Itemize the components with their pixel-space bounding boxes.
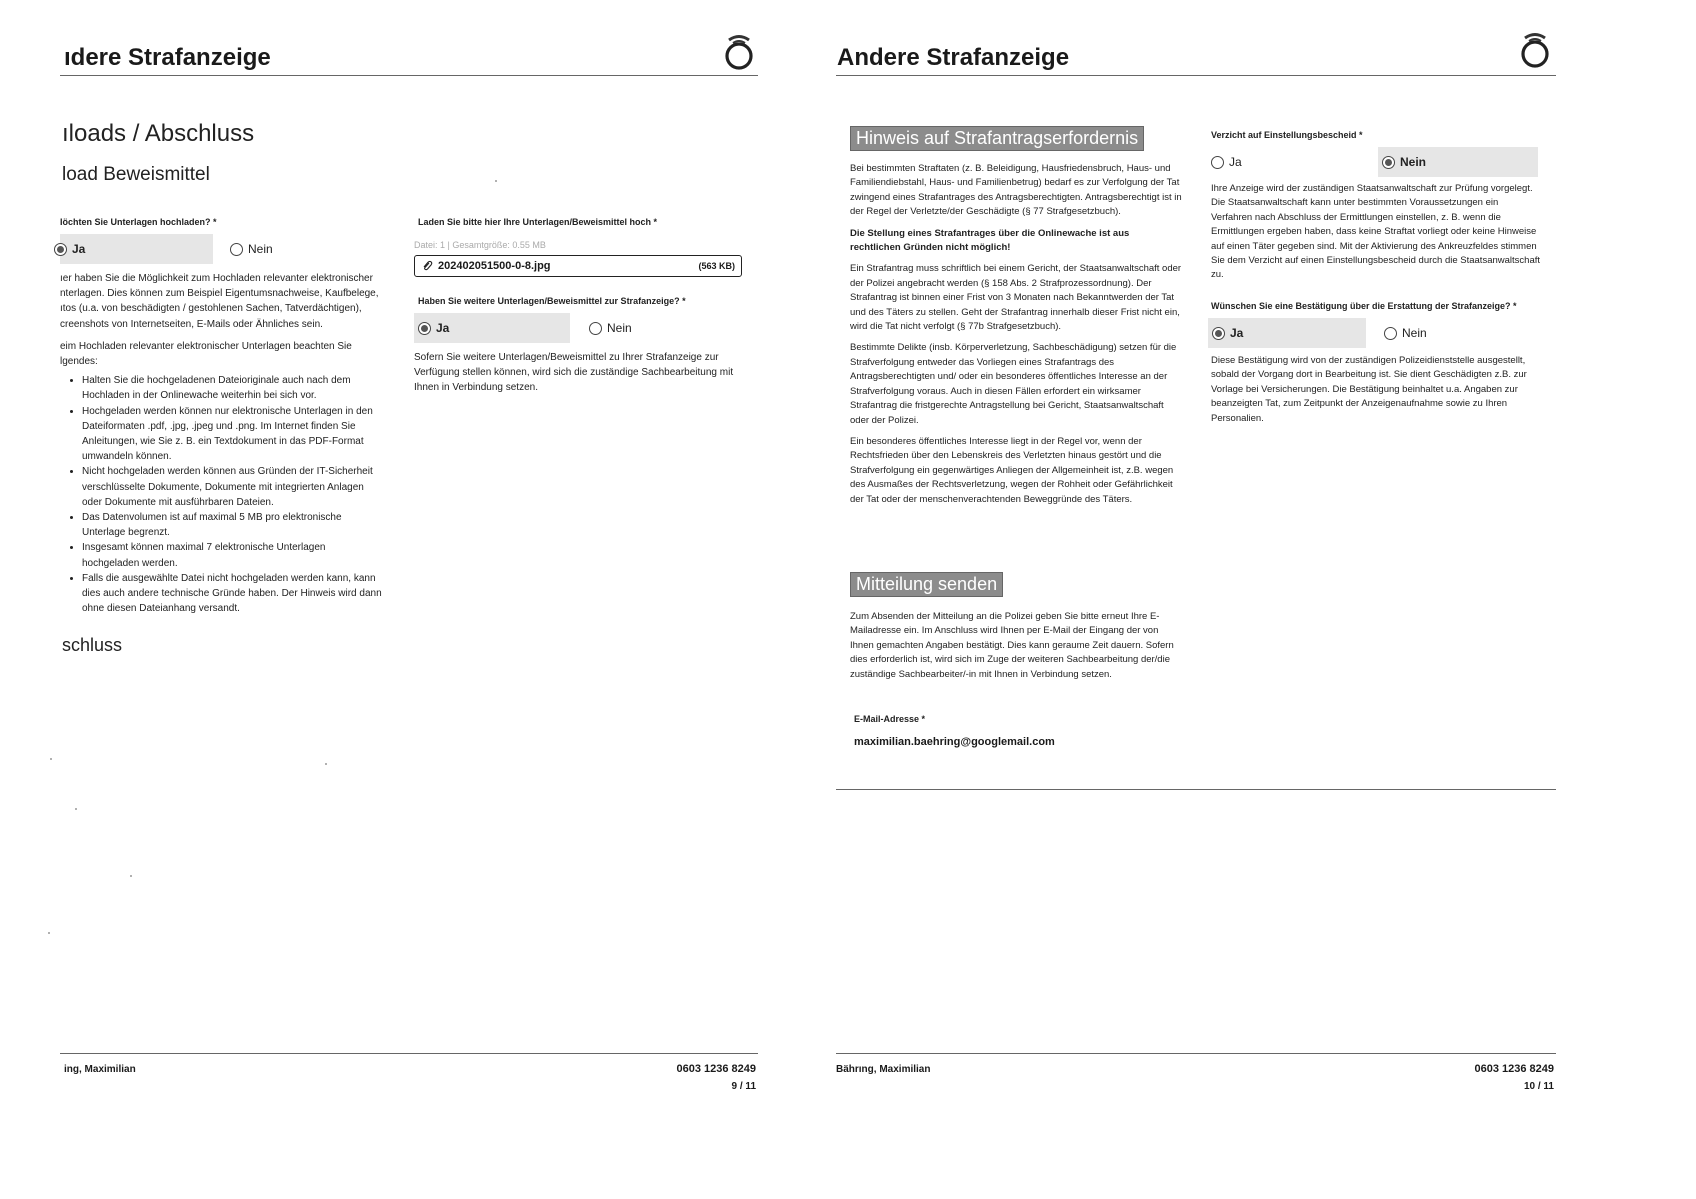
more-evidence-text: Sofern Sie weitere Unterlagen/Beweismittel zu Ihrer Strafanzeige zur Verfügung stellen können, wird sich die zuständige Sachbearbeitung mit Ihnen in Verbindung setzen. [414, 352, 734, 394]
radio-button-icon [589, 322, 602, 335]
upload-info-text [60, 271, 382, 616]
list-item: • Halten Sie die hochgeladenen Dateioriginale auch nach dem Hochladen in der Onlinewache weiterhin bei sich vor. [82, 373, 382, 403]
radio-label: Nein [1400, 155, 1427, 169]
list-item: • Insgesamt können maximal 7 elektronische Unterlagen hochgeladen werden. [82, 540, 382, 570]
footer-page-number: 10 / 11 [1523, 1081, 1554, 1092]
subsection-title: load Beweismittel [62, 164, 210, 185]
page-10 [836, 0, 1696, 1199]
paperclip-icon [421, 260, 433, 272]
radio-button-icon [1384, 327, 1397, 340]
file-size: (563 KB) [698, 261, 735, 271]
radio-label: Ja [436, 321, 450, 335]
confirmation-text: Diese Bestätigung wird von der zuständigen Polizeidienststelle ausgestellt, sobald der Vorgang dort in Bearbeitung ist. Sie dient Geschädigten z.B. zur Vorlage bei Versicherungen. Die Bestätigung beinhaltet u.a. Angaben zur beanzeigten Tat, zum Zeitpunkt der Anzeigenaufnahme sowie zu Ihren Personalien. [1211, 355, 1527, 424]
radio-waiver-no[interactable] [1378, 147, 1538, 177]
paragraph: Ein Strafantrag muss schriftlich bei einem Gericht, der Staatsanwaltschaft oder der Polizei angebracht werden (§ 158 Abs. 2 Strafprozessordnung). Der Strafantrag ist binnen einer Frist von 3 Monaten nach Bekanntwerden der Tat und des Täters zu stellen. Geht der Strafantrag innerhalb dieser Frist nicht ein, wird die Tat nicht verfolgt (§ 77b Strafgesetzbuch). [850, 263, 1182, 333]
upload-rules-list [60, 373, 382, 616]
list-item: • Nicht hochgeladen werden können aus Gründen der IT-Sicherheit verschlüsselte Dokumente, Dokumente mit integrierten Anlagen oder Dokumente mit ausführbaren Dateien. [82, 464, 382, 510]
intro-paragraph: ıer haben Sie die Möglichkeit zum Hochladen relevanter elektronischer nterlagen. Dies können zum Beispiel Eigentumsnachweise, Kaufbelege, ıtos (u.a. von beschädigten / gestohlenen Sachen, Tatverdächtigen), creenshots von Internetseiten, E-Mails oder Ähnliches sein. [60, 273, 379, 330]
radio-label: Ja [72, 242, 86, 256]
waiver-text: Ihre Anzeige wird der zuständigen Staatsanwaltschaft zur Prüfung vorgelegt. Die Staatsanwaltschaft kann unter bestimmten Voraussetzungen ein Verfahren nach Abschluss der Ermittlungen einstellen, z. B. wenn die Ermittlungen ergeben haben, dass keine Straftat vorliegt oder keine Hinweise auf einen Täter gegeben sind. Mit der Aktivierung des Ankreuzfeldes stimmen Sie dem Verzicht auf einen Einstellungsbescheid durch die Staatsanwaltschaft zu. [1211, 183, 1541, 281]
footer-page-number: 9 / 11 [731, 1081, 756, 1092]
footer-reference: 0603 1236 8249 [1474, 1063, 1554, 1075]
radio-waiver-yes[interactable] [1211, 147, 1311, 177]
radio-more-evidence-yes[interactable] [414, 313, 570, 343]
radio-label: Ja [1230, 326, 1244, 340]
strafantrag-info [850, 162, 1182, 514]
scan-speck [130, 875, 132, 877]
police-badge-icon [722, 30, 756, 70]
radio-upload-yes[interactable] [60, 234, 213, 264]
radio-label: Nein [1402, 326, 1427, 340]
scan-speck [495, 180, 497, 182]
radio-button-icon [1382, 156, 1395, 169]
radio-label: Nein [607, 321, 632, 335]
waiver-question-label: Verzicht auf Einstellungsbescheid * [1211, 130, 1363, 140]
scan-speck [325, 763, 327, 765]
footer-name: ing, Maximilian [64, 1064, 136, 1075]
paragraph: Bei bestimmten Straftaten (z. B. Beleidigung, Hausfriedensbruch, Haus- und Familiendiebstahl, Haus- und Familienbetrug) bedarf es zur Verfolgung der Tat zwingend eines Strafantrages des Antragsberechtigten. Antragsberechtigt ist in der Regel der Verletzte/der Geschädigte (§ 77 Strafgesetzbuch). [850, 163, 1182, 218]
paragraph-bold: Die Stellung eines Strafantrages über die Onlinewache ist aus rechtlichen Gründen nicht möglich! [850, 227, 1130, 254]
paragraph: Bestimmte Delikte (insb. Körperverletzung, Sachbeschädigung) setzen für die Strafverfolgung entweder das Vorliegen eines Strafantrags des Antragsberechtigten und/ oder ein besonderes öffentliches Interesse an der Strafverfolgung voraus. Auch in diesen Fällen erfordert ein wirksamer Strafantrag die fristgerechte Antragstellung bei Gericht, Staatsanwaltschaft oder der Polizei. [850, 342, 1177, 426]
radio-button-icon [1212, 327, 1225, 340]
upload-meta: Datei: 1 | Gesamtgröße: 0.55 MB [414, 240, 546, 250]
list-item: • Das Datenvolumen ist auf maximal 5 MB pro elektronische Unterlage begrenzt. [82, 510, 382, 540]
radio-button-icon [230, 243, 243, 256]
footer-divider [836, 1053, 1556, 1054]
radio-upload-no[interactable] [230, 234, 330, 264]
scan-speck [48, 932, 50, 934]
list-item: • Falls die ausgewählte Datei nicht hochgeladen werden kann, kann dies auch andere technische Gründe haben. Der Hinweis wird dann ohne diesen Dateianhang versandt. [82, 571, 382, 617]
radio-label: Nein [248, 242, 273, 256]
radio-button-icon [54, 243, 67, 256]
section-title: ıloads / Abschluss [62, 120, 255, 147]
header-divider [60, 75, 758, 76]
radio-more-evidence-no[interactable] [589, 313, 689, 343]
uploaded-file[interactable] [414, 255, 742, 277]
radio-button-icon [418, 322, 431, 335]
email-field[interactable]: maximilian.baehring@googlemail.com [854, 736, 1055, 748]
content-end-divider [836, 789, 1556, 790]
header-title: Andere Strafanzeige [837, 44, 1070, 71]
paragraph: Ein besonderes öffentliches Interesse liegt in der Regel vor, wenn der Rechtsfrieden über den Lebenskreis des Verletzten hinaus gestört und die Strafverfolgung ein gegenwärtiges Anliegen der Allgemeinheit ist, z.B. wegen des Ausmaßes der Rechtsverletzung, wegen der Rohheit oder Gefährlichkeit der Tat oder der menschenverachtenden Beweggründe des Täters. [850, 435, 1174, 505]
submit-info-text: Zum Absenden der Mitteilung an die Polizei geben Sie bitte erneut Ihre E-Mailadresse ein. Im Anschluss wird Ihnen per E-Mail der Eingang der von Ihnen gemachten Angaben bestätigt. Dies kann geraume Zeit dauern. Sofern dies erforderlich ist, wird sich im Zuge der weiteren Sachbearbeitung der/die zuständige Sachbearbeiter/-in mit Ihnen in Verbindung setzen. [850, 611, 1174, 680]
footer-name: Bährıng, Maximilian [836, 1064, 931, 1075]
radio-label: Ja [1229, 155, 1242, 169]
upload-field-label: Laden Sie bitte hier Ihre Unterlagen/Beweismittel hoch * [418, 217, 658, 227]
radio-button-icon [1211, 156, 1224, 169]
radio-confirmation-no[interactable] [1384, 318, 1484, 348]
abschluss-title: schluss [62, 635, 123, 655]
confirmation-question-label: Wünschen Sie eine Bestätigung über die Erstattung der Strafanzeige? * [1211, 301, 1517, 311]
footer-reference: 0603 1236 8249 [676, 1063, 756, 1075]
radio-confirmation-yes[interactable] [1208, 318, 1366, 348]
scan-speck [50, 758, 52, 760]
banner-mitteilung: Mitteilung senden [850, 572, 1003, 597]
header-title: ıdere Strafanzeige [64, 44, 271, 71]
upload-question-label: Iöchten Sie Unterlagen hochladen? * [60, 217, 217, 227]
scan-speck [75, 808, 77, 810]
email-label: E-Mail-Adresse * [854, 714, 926, 724]
footer-divider [60, 1053, 758, 1054]
notes-intro: eim Hochladen relevanter elektronischer Unterlagen beachten Sie lgendes: [60, 340, 352, 368]
police-badge-icon [1518, 28, 1552, 68]
list-item: • Hochgeladen werden können nur elektronische Unterlagen in den Dateiformaten .pdf, .jpg, .jpeg und .png. Im Internet finden Sie Anleitungen, wie Sie z. B. ein Textdokument in das PDF-Format umwandeln können. [82, 404, 382, 465]
more-evidence-question-label: Haben Sie weitere Unterlagen/Beweismittel zur Strafanzeige? * [418, 296, 686, 306]
banner-strafantrag: Hinweis auf Strafantragserfordernis [850, 126, 1144, 151]
file-name: 202402051500-0-8.jpg [438, 260, 551, 272]
header-divider [836, 75, 1556, 76]
